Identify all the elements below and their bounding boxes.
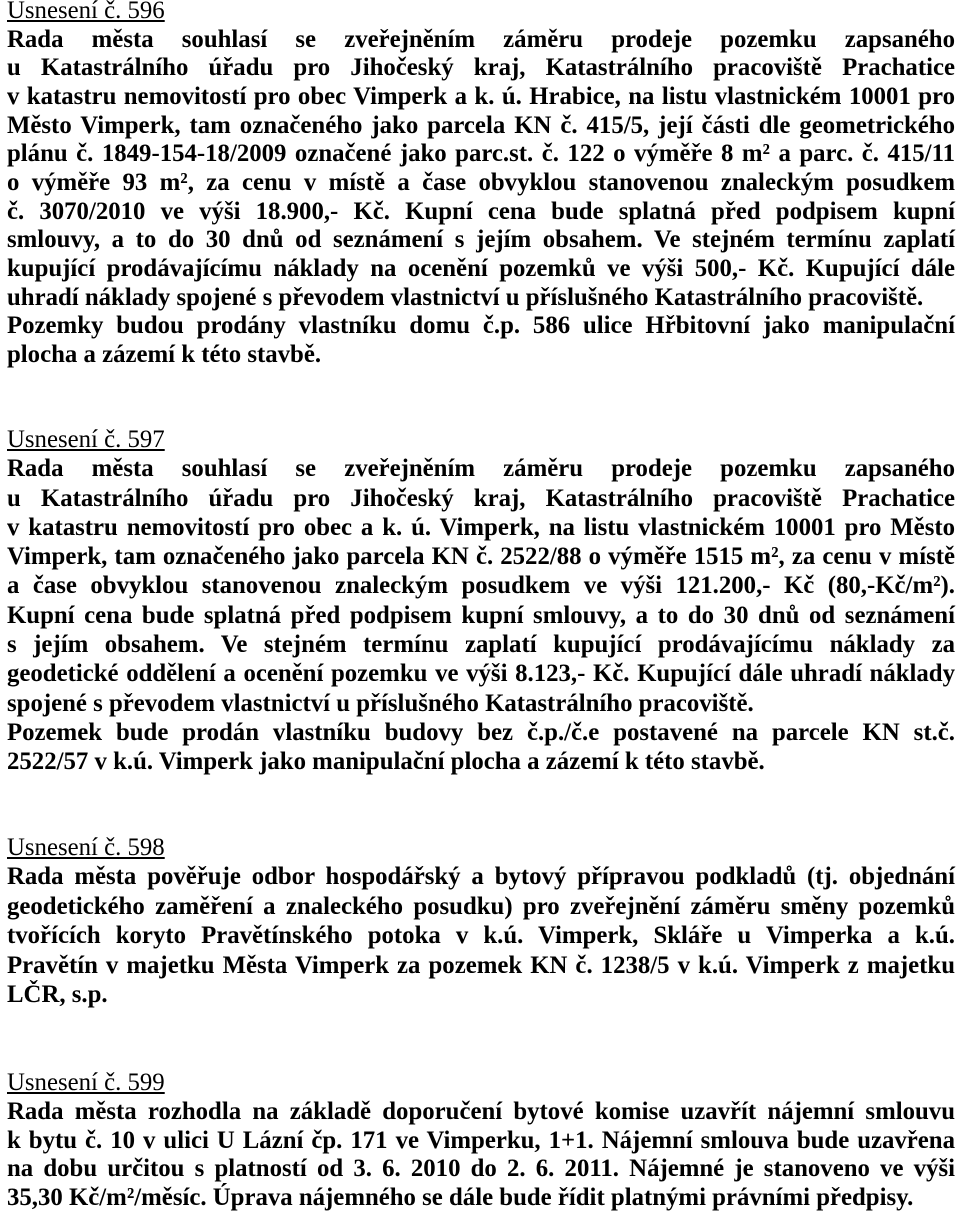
resolution-597	[7, 425, 955, 777]
text-line: spojené s převodem vlastnictví u příslušného Katastrálního pracoviště.	[7, 689, 754, 717]
text-line: geodetické oddělení a ocenění pozemku ve výši 8.123,- Kč. Kupující dále uhradí náklady	[7, 660, 955, 688]
text-line: tvořících koryto Pravětínského potoka v k.ú. Vimperk, Skláře u Vimperka a k.ú.	[7, 922, 955, 950]
text-line: o výměře 93 m², za cenu v místě a čase obvyklou stanovenou znaleckým posudkem	[7, 169, 955, 197]
text-line: plocha a zázemí k této stavbě.	[7, 341, 322, 369]
text-line: 35,30 Kč/m²/měsíc. Úprava nájemného se dále bude řídit platnými právními předpisy.	[7, 1184, 914, 1211]
resolution-599	[7, 1069, 955, 1213]
text-line: Rada města souhlasí se zveřejněním záměru prodeje pozemku zapsaného	[7, 25, 955, 53]
text-line: Rada města souhlasí se zveřejněním záměru prodeje pozemku zapsaného	[7, 455, 955, 483]
resolution-heading: Usnesení č. 598	[7, 834, 165, 861]
text-line: u Katastrálního úřadu pro Jihočeský kraj, Katastrálního pracoviště Prachatice	[7, 54, 955, 82]
resolution-heading: Usnesení č. 597	[7, 426, 165, 453]
text-line: Kupní cena bude splatná před podpisem kupní smlouvy, a to do 30 dnů od seznámení	[7, 601, 955, 629]
text-line: Rada města rozhodla na základě doporučení bytové komise uzavřít nájemní smlouvu	[7, 1097, 955, 1125]
resolution-596	[7, 0, 955, 370]
text-line: Pozemky budou prodány vlastníku domu č.p. 586 ulice Hřbitovní jako manipulační	[7, 312, 955, 340]
text-line: LČR, s.p.	[7, 981, 108, 1009]
resolution-heading: Usnesení č. 599	[7, 1069, 165, 1096]
text-line: geodetického zaměření a znaleckého posudku) pro zveřejnění záměru směny pozemků	[7, 892, 955, 920]
text-line: 2522/57 v k.ú. Vimperk jako manipulační plocha a zázemí k této stavbě.	[7, 748, 765, 776]
text-line: u Katastrálního úřadu pro Jihočeský kraj, Katastrálního pracoviště Prachatice	[7, 484, 955, 512]
text-line: Vimperk, tam označeného jako parcela KN č. 2522/88 o výměře 1515 m², za cenu v místě	[7, 543, 955, 571]
text-line: Pozemek bude prodán vlastníku budovy bez č.p./č.e postavené na parcele KN st.č.	[7, 718, 955, 746]
text-line: uhradí náklady spojené s převodem vlastnictví u příslušného Katastrálního pracoviště.	[7, 283, 924, 311]
resolution-598	[7, 833, 955, 1009]
text-line: Pravětín v majetku Města Vimperk za pozemek KN č. 1238/5 v k.ú. Vimperk z majetku	[7, 951, 955, 979]
text-line: v katastru nemovitostí pro obec a k. ú. Vimperk, na listu vlastnickém 10001 pro Město	[7, 513, 955, 541]
text-line: smlouvy, a to do 30 dnů od seznámení s jejím obsahem. Ve stejném termínu zaplatí	[7, 226, 955, 254]
text-line: na dobu určitou s platností od 3. 6. 2010 do 2. 6. 2011. Nájemné je stanoveno ve výši	[7, 1155, 955, 1183]
text-line: Rada města pověřuje odbor hospodářský a bytový přípravou podkladů (tj. objednání	[7, 863, 955, 891]
text-line: s jejím obsahem. Ve stejném termínu zaplatí kupující prodávajícímu náklady za	[7, 631, 955, 659]
text-line: Město Vimperk, tam označeného jako parcela KN č. 415/5, její části dle geometrického	[7, 111, 955, 139]
text-line: plánu č. 1849-154-18/2009 označené jako parc.st. č. 122 o výměře 8 m² a parc. č. 415/11	[7, 140, 955, 168]
text-line: k bytu č. 10 v ulici U Lázní čp. 171 ve Vimperku, 1+1. Nájemní smlouva bude uzavřena	[7, 1126, 955, 1154]
text-line: č. 3070/2010 ve výši 18.900,- Kč. Kupní cena bude splatná před podpisem kupní	[7, 197, 955, 225]
resolution-heading: Usnesení č. 596	[7, 0, 165, 24]
text-line: a čase obvyklou stanovenou znaleckým posudkem ve výši 121.200,- Kč (80,-Kč/m²).	[7, 572, 955, 600]
text-line: v katastru nemovitostí pro obec Vimperk a k. ú. Hrabice, na listu vlastnickém 10001 pro	[7, 83, 955, 111]
text-line: kupující prodávajícímu náklady na ocenění pozemků ve výši 500,- Kč. Kupující dále	[7, 255, 955, 283]
